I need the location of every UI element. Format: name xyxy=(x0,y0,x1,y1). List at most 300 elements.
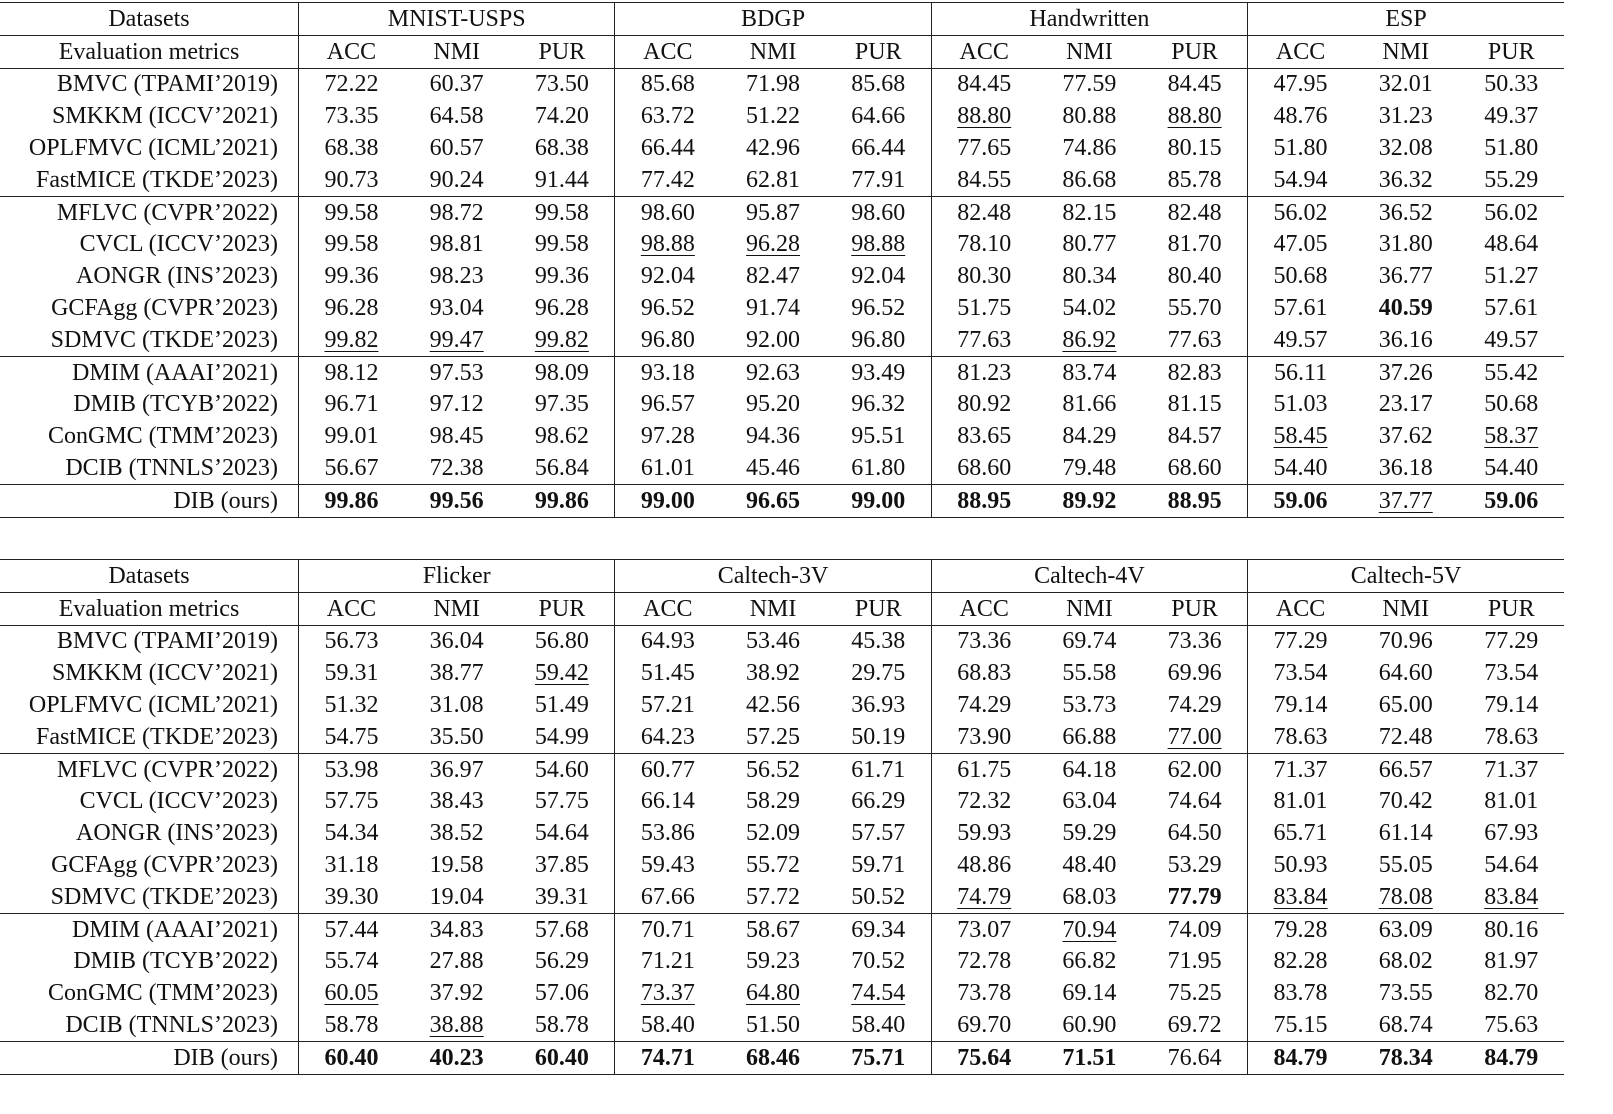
value: 80.92 xyxy=(957,391,1012,418)
dataset-header: BDGP xyxy=(615,3,931,36)
value: 79.48 xyxy=(1062,455,1117,482)
second-best-value: 60.05 xyxy=(324,980,379,1007)
value: 31.08 xyxy=(429,692,484,719)
metric-cell xyxy=(931,721,1036,753)
value: 51.45 xyxy=(640,660,695,687)
value: 80.30 xyxy=(957,263,1012,290)
table-row xyxy=(0,389,1564,421)
metric-cell xyxy=(1353,229,1458,261)
metric-cell xyxy=(1037,817,1142,849)
metric-cell xyxy=(1037,946,1142,978)
metric-cell xyxy=(509,68,614,100)
value: 75.25 xyxy=(1167,980,1222,1007)
value: 83.65 xyxy=(957,423,1012,450)
metric-cell xyxy=(826,229,931,261)
value: 27.88 xyxy=(429,948,484,975)
value: 75.15 xyxy=(1273,1012,1328,1039)
metric-cell xyxy=(720,68,825,100)
metric-cell xyxy=(1248,132,1353,164)
value: 54.94 xyxy=(1273,166,1328,193)
value: 61.75 xyxy=(957,756,1012,783)
best-value: 75.64 xyxy=(957,1044,1012,1071)
metric-cell xyxy=(826,946,931,978)
value: 97.28 xyxy=(640,423,695,450)
value: 92.00 xyxy=(746,326,801,353)
value: 98.09 xyxy=(534,359,589,386)
metric-cell xyxy=(826,625,931,657)
value: 36.04 xyxy=(429,628,484,655)
value: 82.48 xyxy=(957,199,1012,226)
value: 59.23 xyxy=(746,948,801,975)
metric-cell xyxy=(720,849,825,881)
metric-cell xyxy=(1037,881,1142,913)
metric-cell xyxy=(826,753,931,785)
value: 65.00 xyxy=(1378,692,1433,719)
metric-cell xyxy=(1248,913,1353,945)
metric-cell xyxy=(826,721,931,753)
value: 36.18 xyxy=(1378,455,1433,482)
method-name: GCFAgg (CVPR’2023) xyxy=(51,852,278,879)
method-name: DMIB (TCYB’2022) xyxy=(73,948,278,975)
metric-header: PUR xyxy=(509,592,614,625)
metric-cell xyxy=(299,356,404,388)
table-row xyxy=(0,1009,1564,1041)
metric-cell xyxy=(615,420,720,452)
metric-cell xyxy=(826,881,931,913)
second-best-value: 37.77 xyxy=(1378,487,1433,514)
best-value: 60.40 xyxy=(324,1044,379,1071)
second-best-value: 98.88 xyxy=(851,231,906,258)
table-row xyxy=(0,292,1564,324)
value: 32.08 xyxy=(1378,135,1433,162)
metric-cell xyxy=(931,657,1036,689)
metric-cell xyxy=(299,196,404,228)
metric-cell xyxy=(404,721,509,753)
metric-cell xyxy=(509,689,614,721)
metric-cell xyxy=(1353,625,1458,657)
table-row xyxy=(0,260,1564,292)
metric-cell xyxy=(1037,721,1142,753)
metric-cell xyxy=(1037,229,1142,261)
metric-cell xyxy=(299,229,404,261)
value: 53.46 xyxy=(746,628,801,655)
table-row xyxy=(0,68,1564,100)
metric-cell xyxy=(1458,100,1564,132)
metric-cell xyxy=(404,196,509,228)
value: 63.09 xyxy=(1378,916,1433,943)
metric-cell xyxy=(1142,260,1247,292)
metric-cell xyxy=(720,753,825,785)
value: 71.95 xyxy=(1167,948,1222,975)
method-name: DIB (ours) xyxy=(0,1041,299,1074)
value: 65.71 xyxy=(1273,820,1328,847)
metric-cell xyxy=(299,657,404,689)
value: 73.07 xyxy=(957,916,1012,943)
metric-cell xyxy=(1142,913,1247,945)
metric-cell xyxy=(826,452,931,484)
metric-cell xyxy=(615,484,720,517)
value: 92.04 xyxy=(851,263,906,290)
metric-cell xyxy=(826,913,931,945)
metric-cell xyxy=(720,452,825,484)
metric-cell xyxy=(1353,1041,1458,1074)
metric-cell xyxy=(509,389,614,421)
best-value: 84.79 xyxy=(1273,1044,1328,1071)
metric-cell xyxy=(1458,389,1564,421)
value: 81.23 xyxy=(957,359,1012,386)
value: 53.86 xyxy=(640,820,695,847)
value: 57.72 xyxy=(746,883,801,910)
value: 73.50 xyxy=(534,71,589,98)
metric-cell xyxy=(931,1041,1036,1074)
best-value: 89.92 xyxy=(1062,487,1117,514)
metric-cell xyxy=(1353,786,1458,818)
metric-cell xyxy=(1037,1041,1142,1074)
value: 96.80 xyxy=(851,326,906,353)
metric-cell xyxy=(299,260,404,292)
metric-cell xyxy=(1142,689,1247,721)
metric-cell xyxy=(1353,132,1458,164)
metric-cell xyxy=(299,625,404,657)
metric-cell xyxy=(1037,1009,1142,1041)
metric-cell xyxy=(1458,452,1564,484)
metric-cell xyxy=(299,721,404,753)
metric-cell xyxy=(404,625,509,657)
metric-cell xyxy=(1037,657,1142,689)
metric-cell xyxy=(404,817,509,849)
value: 54.34 xyxy=(324,820,379,847)
method-name: OPLFMVC (ICML’2021) xyxy=(28,135,278,162)
value: 93.49 xyxy=(851,359,906,386)
metric-cell xyxy=(826,1009,931,1041)
second-best-value: 73.37 xyxy=(640,980,695,1007)
best-value: 84.79 xyxy=(1484,1044,1539,1071)
value: 81.66 xyxy=(1062,391,1117,418)
method-name: GCFAgg (CVPR’2023) xyxy=(51,295,278,322)
table-row xyxy=(0,881,1564,913)
metric-cell xyxy=(1037,68,1142,100)
metric-cell xyxy=(615,753,720,785)
value: 73.36 xyxy=(1167,628,1222,655)
value: 57.25 xyxy=(746,723,801,750)
best-value: 60.40 xyxy=(534,1044,589,1071)
value: 58.40 xyxy=(851,1012,906,1039)
metric-cell xyxy=(299,452,404,484)
metric-cell xyxy=(931,196,1036,228)
metric-cell xyxy=(826,324,931,356)
value: 77.91 xyxy=(851,166,906,193)
value: 56.52 xyxy=(746,756,801,783)
value: 63.72 xyxy=(640,103,695,130)
value: 57.06 xyxy=(534,980,589,1007)
value: 77.29 xyxy=(1484,628,1539,655)
value: 55.74 xyxy=(324,948,379,975)
metric-cell xyxy=(1248,753,1353,785)
value: 56.80 xyxy=(534,628,589,655)
value: 55.70 xyxy=(1167,295,1222,322)
metric-header: ACC xyxy=(299,35,404,68)
value: 68.83 xyxy=(957,660,1012,687)
value: 96.57 xyxy=(640,391,695,418)
metric-cell xyxy=(1458,1009,1564,1041)
value: 57.44 xyxy=(324,916,379,943)
method-name: DMIB (TCYB’2022) xyxy=(73,391,278,418)
metric-cell xyxy=(1037,164,1142,196)
metric-cell xyxy=(1248,196,1353,228)
value: 83.74 xyxy=(1062,359,1117,386)
metric-cell xyxy=(509,132,614,164)
dataset-header: ESP xyxy=(1248,3,1564,36)
metric-cell xyxy=(1248,324,1353,356)
value: 45.46 xyxy=(746,455,801,482)
value: 37.85 xyxy=(534,852,589,879)
value: 64.58 xyxy=(429,103,484,130)
best-value: 88.95 xyxy=(957,487,1012,514)
value: 73.54 xyxy=(1484,660,1539,687)
method-name: OPLFMVC (ICML’2021) xyxy=(28,692,278,719)
value: 99.36 xyxy=(534,263,589,290)
table-row xyxy=(0,849,1564,881)
value: 50.68 xyxy=(1273,263,1328,290)
value: 67.66 xyxy=(640,883,695,910)
value: 99.58 xyxy=(324,199,379,226)
value: 36.16 xyxy=(1378,326,1433,353)
value: 56.02 xyxy=(1484,199,1539,226)
value: 73.55 xyxy=(1378,980,1433,1007)
metric-cell xyxy=(1142,1041,1247,1074)
value: 56.67 xyxy=(324,455,379,482)
value: 92.63 xyxy=(746,359,801,386)
value: 56.73 xyxy=(324,628,379,655)
method-name: DMIM (AAAI’2021) xyxy=(0,356,299,388)
method-name: AONGR (INS’2023) xyxy=(76,263,278,290)
metric-cell xyxy=(1353,324,1458,356)
metric-cell xyxy=(1353,721,1458,753)
second-best-value: 78.08 xyxy=(1378,883,1433,910)
value: 72.78 xyxy=(957,948,1012,975)
value: 68.03 xyxy=(1062,883,1117,910)
metric-cell xyxy=(720,100,825,132)
second-best-value: 96.28 xyxy=(746,231,801,258)
value: 51.75 xyxy=(957,295,1012,322)
value: 59.31 xyxy=(324,660,379,687)
metric-cell xyxy=(720,229,825,261)
metric-cell xyxy=(826,100,931,132)
value: 91.74 xyxy=(746,295,801,322)
value: 70.71 xyxy=(640,916,695,943)
metric-cell xyxy=(615,721,720,753)
value: 99.01 xyxy=(324,423,379,450)
metric-cell xyxy=(720,1009,825,1041)
method-name: BMVC (TPAMI’2019) xyxy=(0,68,299,100)
metric-cell xyxy=(509,324,614,356)
value: 68.74 xyxy=(1378,1012,1433,1039)
metric-cell xyxy=(720,292,825,324)
metric-cell xyxy=(931,452,1036,484)
metric-cell xyxy=(1037,132,1142,164)
value: 64.60 xyxy=(1378,660,1433,687)
metric-cell xyxy=(1458,721,1564,753)
value: 78.63 xyxy=(1273,723,1328,750)
method-name: SDMVC (TKDE’2023) xyxy=(50,326,278,353)
value: 86.68 xyxy=(1062,166,1117,193)
metric-cell xyxy=(509,913,614,945)
metric-cell xyxy=(720,164,825,196)
value: 99.58 xyxy=(324,231,379,258)
metric-cell xyxy=(931,229,1036,261)
value: 61.14 xyxy=(1378,820,1433,847)
ours-row xyxy=(0,1041,1564,1074)
metric-cell xyxy=(1248,817,1353,849)
metric-cell xyxy=(1458,260,1564,292)
value: 39.30 xyxy=(324,883,379,910)
value: 68.60 xyxy=(957,455,1012,482)
metric-cell xyxy=(615,689,720,721)
metric-cell xyxy=(1142,753,1247,785)
metric-cell xyxy=(615,1009,720,1041)
metric-cell xyxy=(615,881,720,913)
metric-cell xyxy=(1353,389,1458,421)
value: 58.67 xyxy=(746,916,801,943)
second-best-value: 64.80 xyxy=(746,980,801,1007)
value: 53.73 xyxy=(1062,692,1117,719)
metric-cell xyxy=(509,356,614,388)
metric-cell xyxy=(1353,68,1458,100)
metric-cell xyxy=(509,196,614,228)
metric-cell xyxy=(1248,100,1353,132)
metric-cell xyxy=(1458,881,1564,913)
metric-cell xyxy=(299,753,404,785)
metric-cell xyxy=(720,657,825,689)
value: 84.45 xyxy=(1167,71,1222,98)
value: 96.28 xyxy=(324,295,379,322)
metric-cell xyxy=(826,389,931,421)
value: 73.35 xyxy=(324,103,379,130)
metric-cell xyxy=(1037,849,1142,881)
best-value: 40.59 xyxy=(1378,295,1433,322)
metric-cell xyxy=(826,817,931,849)
metric-cell xyxy=(509,625,614,657)
value: 54.40 xyxy=(1273,455,1328,482)
metric-header: ACC xyxy=(1248,35,1353,68)
value: 51.27 xyxy=(1484,263,1539,290)
metric-cell xyxy=(1142,817,1247,849)
value: 90.24 xyxy=(429,166,484,193)
second-best-value: 88.80 xyxy=(1167,103,1222,130)
metric-cell xyxy=(1037,420,1142,452)
second-best-value: 83.84 xyxy=(1273,883,1328,910)
metric-cell xyxy=(931,881,1036,913)
metric-cell xyxy=(1353,689,1458,721)
table-row xyxy=(0,946,1564,978)
metric-cell xyxy=(1458,356,1564,388)
metric-cell xyxy=(720,786,825,818)
method-name: CVCL (ICCV’2023) xyxy=(79,231,278,258)
metric-cell xyxy=(404,657,509,689)
value: 98.60 xyxy=(640,199,695,226)
metric-cell xyxy=(509,260,614,292)
metric-cell xyxy=(826,292,931,324)
table-row xyxy=(0,721,1564,753)
value: 70.52 xyxy=(851,948,906,975)
metric-cell xyxy=(1142,484,1247,517)
metric-cell xyxy=(826,849,931,881)
value: 99.58 xyxy=(534,231,589,258)
metric-cell xyxy=(1142,196,1247,228)
best-value: 74.71 xyxy=(640,1044,695,1071)
method-name: SDMVC (TKDE’2023) xyxy=(50,883,278,910)
value: 67.93 xyxy=(1484,820,1539,847)
metric-header: PUR xyxy=(826,592,931,625)
value: 54.99 xyxy=(534,723,589,750)
value: 49.57 xyxy=(1484,326,1539,353)
value: 50.93 xyxy=(1273,852,1328,879)
metric-header: ACC xyxy=(931,592,1036,625)
value: 68.60 xyxy=(1167,455,1222,482)
metric-cell xyxy=(720,196,825,228)
value: 47.95 xyxy=(1273,71,1328,98)
value: 58.40 xyxy=(640,1012,695,1039)
metric-cell xyxy=(1248,1041,1353,1074)
metric-cell xyxy=(404,849,509,881)
value: 68.38 xyxy=(324,135,379,162)
value: 50.52 xyxy=(851,883,906,910)
metric-cell xyxy=(615,913,720,945)
metric-cell xyxy=(1037,292,1142,324)
value: 84.45 xyxy=(957,71,1012,98)
metric-cell xyxy=(1142,356,1247,388)
metric-cell xyxy=(404,913,509,945)
value: 35.50 xyxy=(429,723,484,750)
value: 42.96 xyxy=(746,135,801,162)
metric-cell xyxy=(1353,881,1458,913)
dataset-header: Caltech-5V xyxy=(1248,560,1564,593)
metric-header: ACC xyxy=(931,35,1036,68)
value: 47.05 xyxy=(1273,231,1328,258)
metric-cell xyxy=(1248,625,1353,657)
metric-header: PUR xyxy=(509,35,614,68)
metric-cell xyxy=(931,817,1036,849)
metric-cell xyxy=(509,881,614,913)
value: 96.32 xyxy=(851,391,906,418)
value: 64.23 xyxy=(640,723,695,750)
value: 37.92 xyxy=(429,980,484,1007)
metric-cell xyxy=(615,452,720,484)
metric-cell xyxy=(1248,881,1353,913)
value: 77.63 xyxy=(1167,326,1222,353)
best-value: 78.34 xyxy=(1378,1044,1433,1071)
best-value: 99.56 xyxy=(429,487,484,514)
value: 57.68 xyxy=(534,916,589,943)
metric-cell xyxy=(1458,68,1564,100)
metric-cell xyxy=(931,786,1036,818)
metric-header: NMI xyxy=(720,592,825,625)
value: 42.56 xyxy=(746,692,801,719)
method-name: DCIB (TNNLS’2023) xyxy=(65,1012,278,1039)
metric-cell xyxy=(931,324,1036,356)
metric-cell xyxy=(299,68,404,100)
value: 79.14 xyxy=(1273,692,1328,719)
metric-cell xyxy=(404,946,509,978)
value: 60.77 xyxy=(640,756,695,783)
value: 51.49 xyxy=(534,692,589,719)
value: 71.37 xyxy=(1273,756,1328,783)
value: 37.62 xyxy=(1378,423,1433,450)
metric-cell xyxy=(1142,164,1247,196)
table-row xyxy=(0,913,1564,945)
value: 58.29 xyxy=(746,788,801,815)
metric-cell xyxy=(1037,625,1142,657)
